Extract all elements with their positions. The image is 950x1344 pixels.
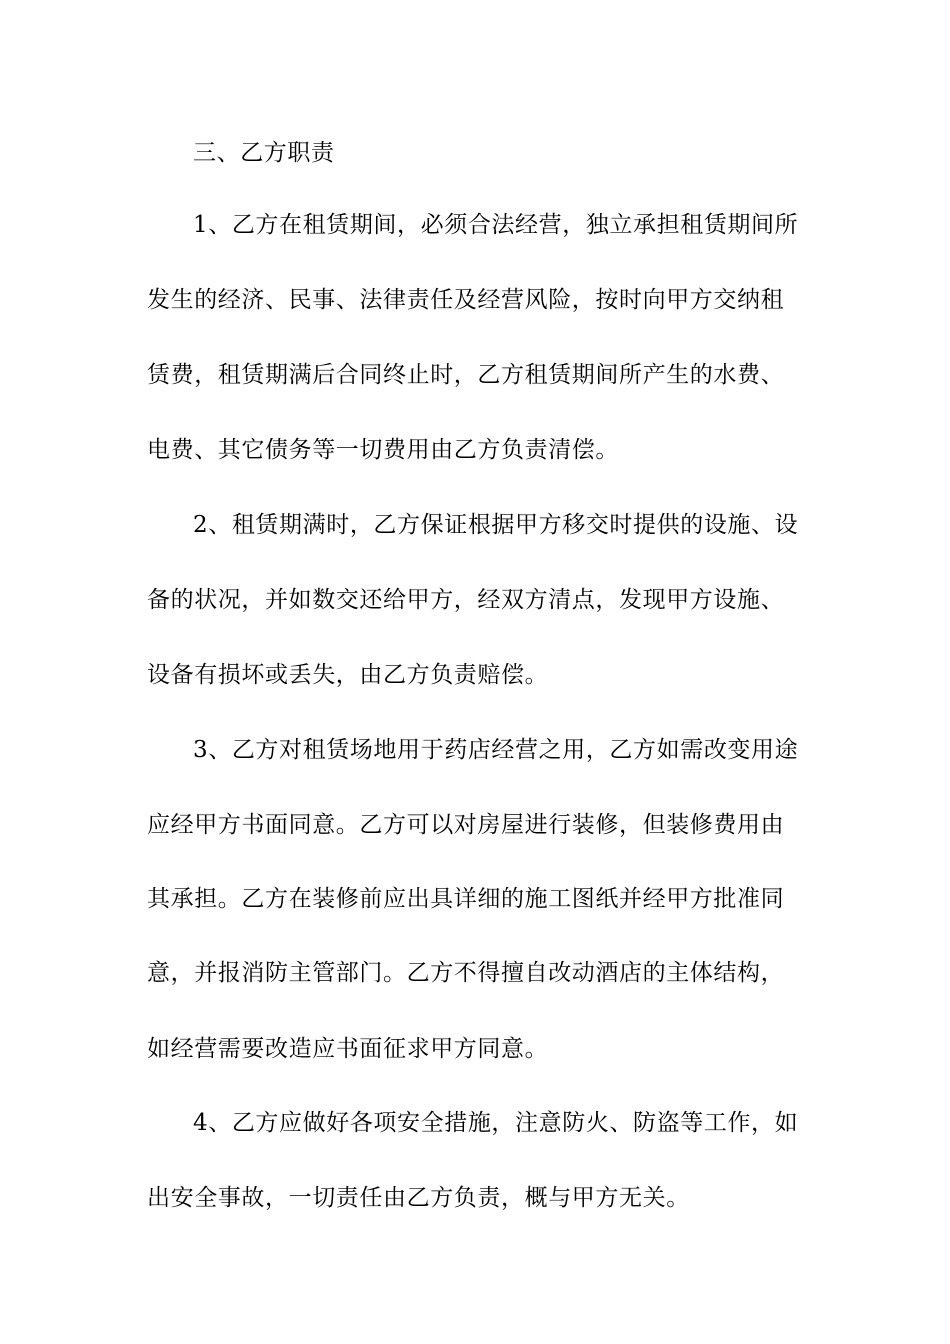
paragraph-3-line-3: 其承担。乙方在装修前应出具详细的施工图纸并经甲方批准同 — [147, 886, 785, 912]
paragraph-2-line-2: 备的状况，并如数交还给甲方，经双方清点，发现甲方设施、 — [147, 587, 785, 613]
paragraph-3-line-1: 3、乙方对租赁场地用于药店经营之用，乙方如需改变用途 — [193, 737, 799, 763]
paragraph-1-line-1: 1、乙方在租赁期间，必须合法经营，独立承担租赁期间所 — [193, 212, 799, 238]
paragraph-2-line-1: 2、租赁期满时，乙方保证根据甲方移交时提供的设施、设 — [193, 512, 799, 538]
paragraph-4-line-1: 4、乙方应做好各项安全措施，注意防火、防盗等工作，如 — [193, 1110, 799, 1136]
paragraph-3-line-2: 应经甲方书面同意。乙方可以对房屋进行装修，但装修费用由 — [147, 812, 785, 838]
paragraph-4-line-2: 出安全事故，一切责任由乙方负责，概与甲方无关。 — [147, 1185, 690, 1211]
paragraph-3-line-4: 意，并报消防主管部门。乙方不得擅自改动酒店的主体结构， — [147, 960, 785, 986]
section-heading: 三、乙方职责 — [193, 140, 335, 166]
paragraph-1-line-3: 赁费，租赁期满后合同终止时，乙方租赁期间所产生的水费、 — [147, 362, 785, 388]
paragraph-1-line-2: 发生的经济、民事、法律责任及经营风险，按时向甲方交纳租 — [147, 287, 785, 313]
paragraph-1-line-4: 电费、其它债务等一切费用由乙方负责清偿。 — [147, 437, 619, 463]
paragraph-2-line-3: 设备有损坏或丢失，由乙方负责赔偿。 — [147, 662, 549, 688]
paragraph-3-line-5: 如经营需要改造应书面征求甲方同意。 — [147, 1036, 549, 1062]
